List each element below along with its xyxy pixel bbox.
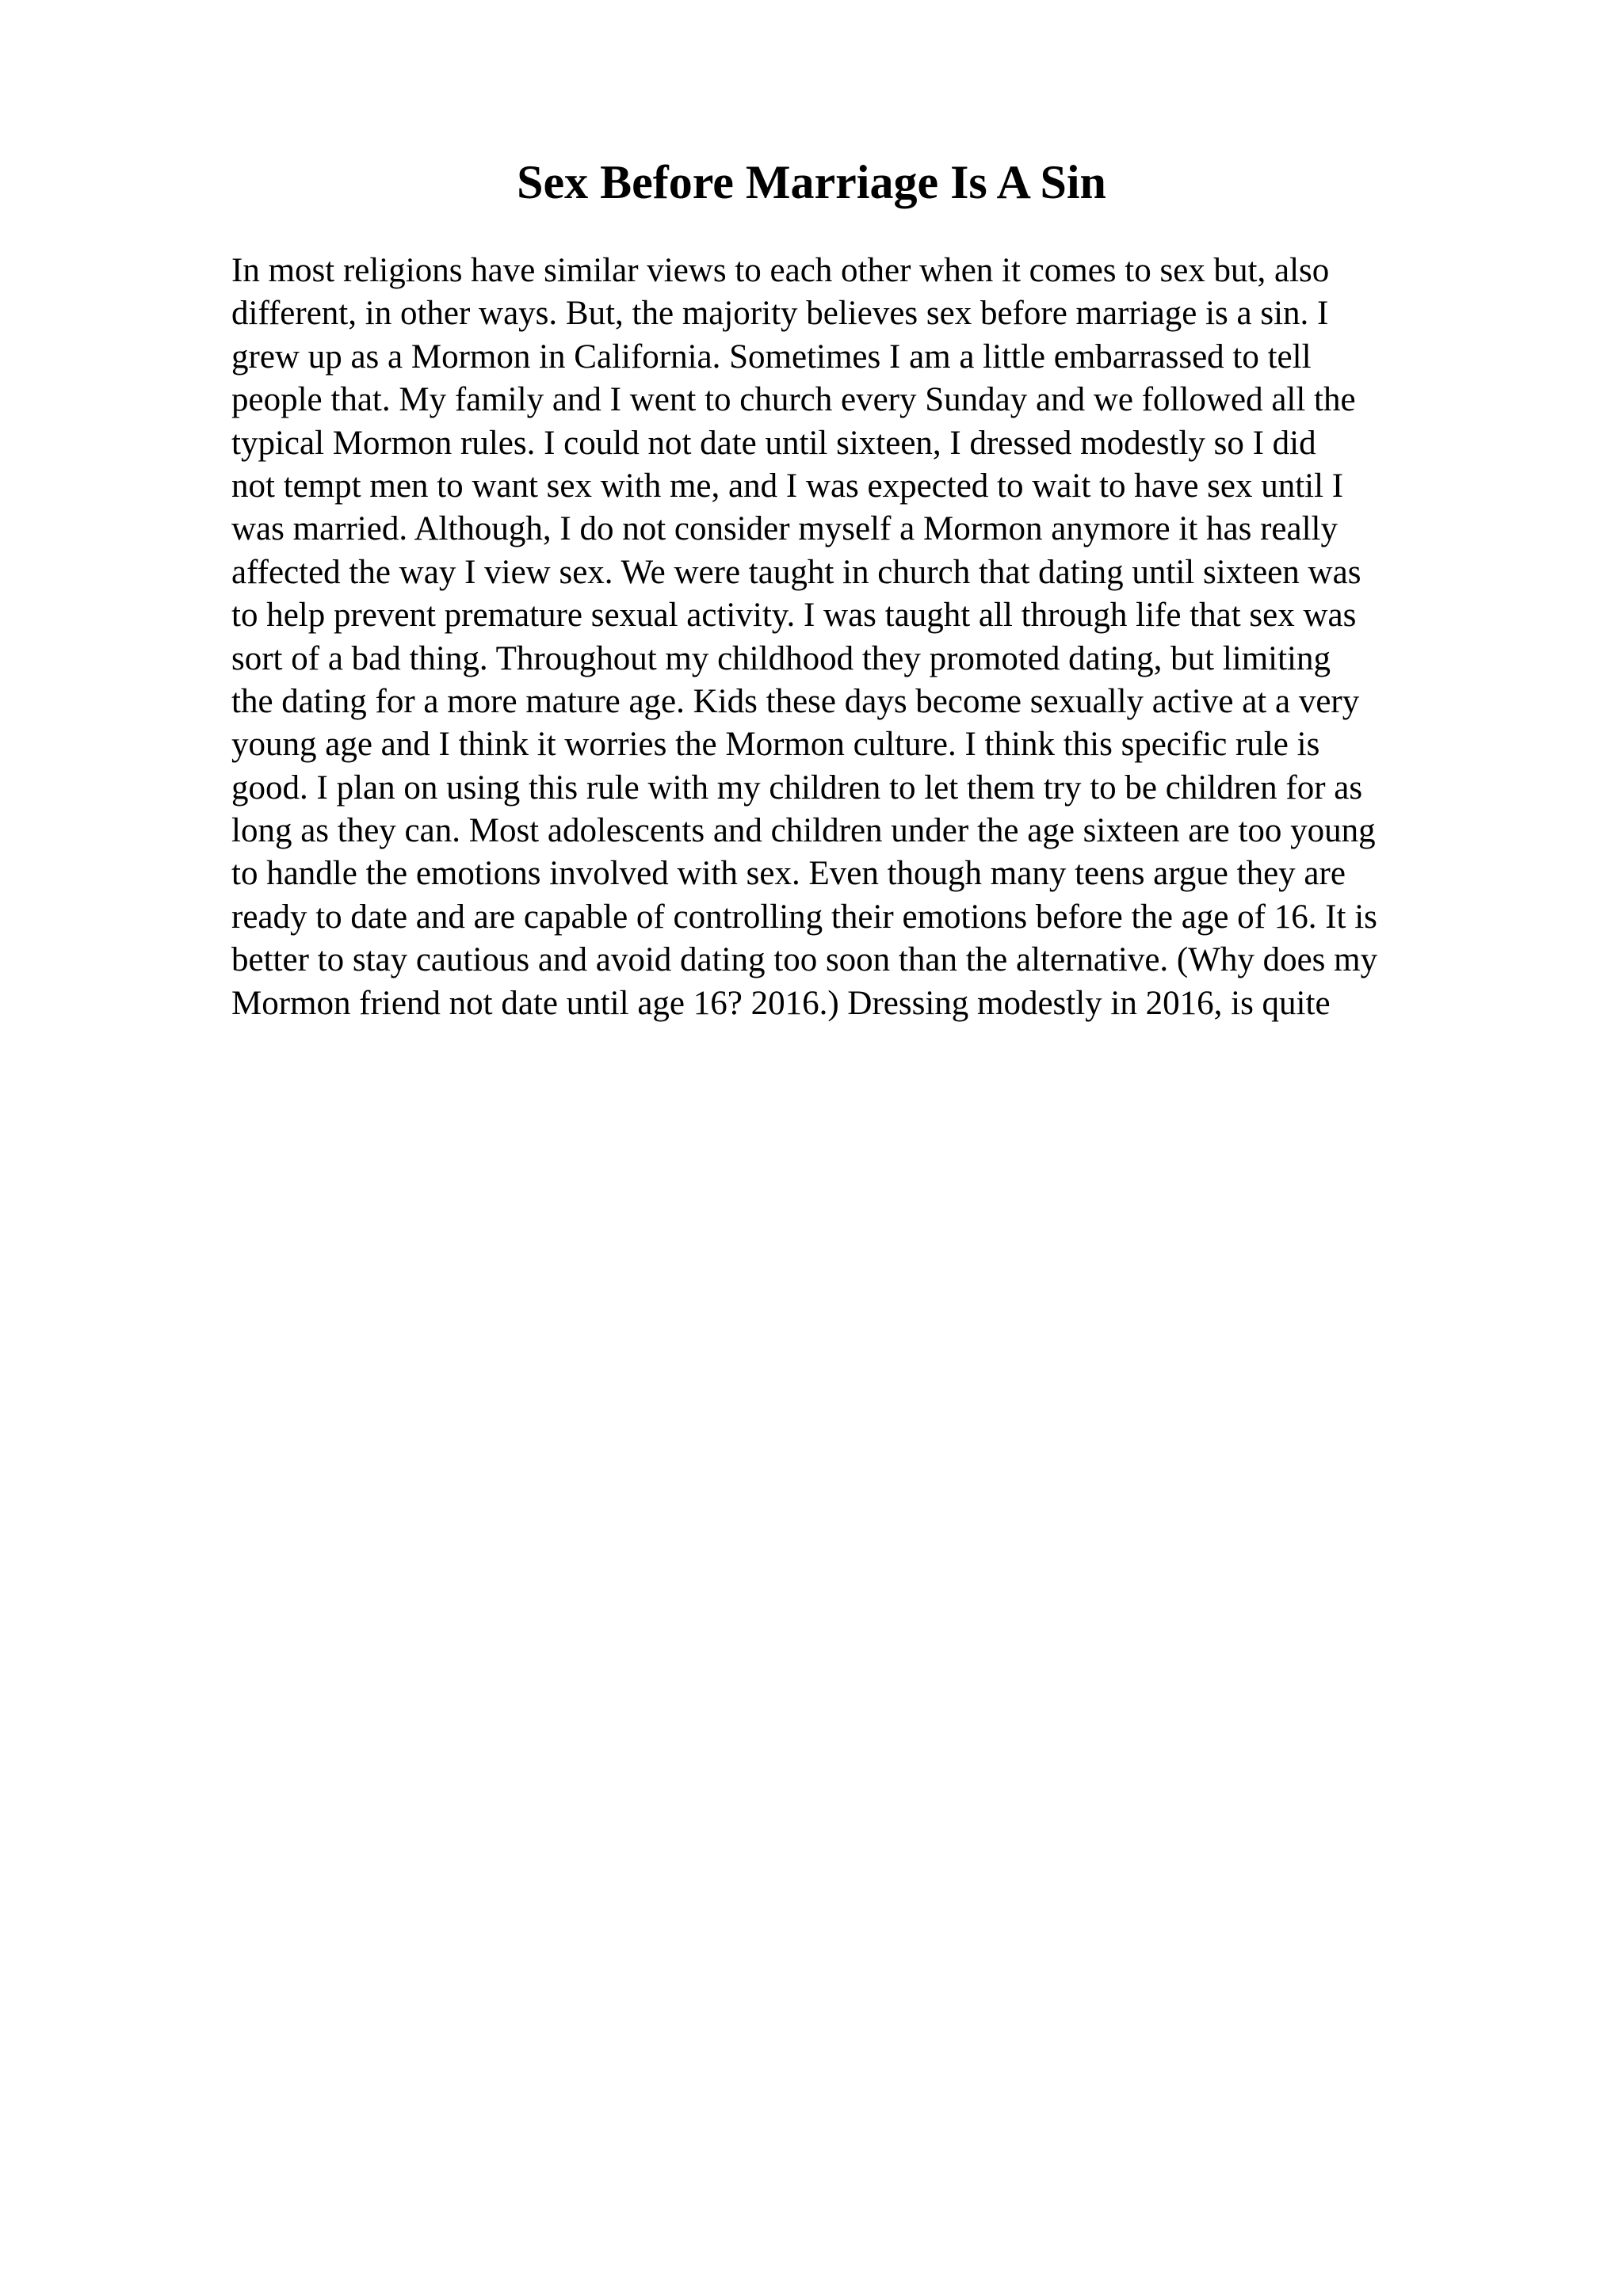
body-line: was married. Although, I do not consider myself a Mormon anymore it has really [231, 510, 1338, 548]
body-line: better to stay cautious and avoid dating too soon than the alternative. (Why does my [231, 941, 1378, 979]
body-line: affected the way I view sex. We were taught in church that dating until sixteen was [231, 553, 1361, 591]
body-line: ready to date and are capable of controlling their emotions before the age of 16. It is [231, 898, 1377, 936]
document-title: Sex Before Marriage Is A Sin [517, 156, 1106, 208]
body-line: typical Mormon rules. I could not date until sixteen, I dressed modestly so I did [231, 424, 1316, 462]
body-line: different, in other ways. But, the majority believes sex before marriage is a sin. I [231, 295, 1329, 333]
body-line: good. I plan on using this rule with my children to let them try to be children for as [231, 769, 1363, 807]
document-body [231, 250, 1499, 1025]
body-line: young age and I think it worries the Mormon culture. I think this specific rule is [231, 726, 1320, 764]
body-line: Mormon friend not date until age 16? 2016.) Dressing modestly in 2016, is quite [231, 984, 1331, 1022]
body-line: people that. My family and I went to church every Sunday and we followed all the [231, 381, 1356, 419]
body-line: not tempt men to want sex with me, and I was expected to wait to have sex until I [231, 467, 1344, 505]
body-line: grew up as a Mormon in California. Sometimes I am a little embarrassed to tell [231, 338, 1312, 376]
body-line: In most religions have similar views to each other when it comes to sex but, also [231, 252, 1330, 289]
body-line: the dating for a more mature age. Kids these days become sexually active at a very [231, 682, 1360, 720]
body-line: to handle the emotions involved with sex. Even though many teens argue they are [231, 855, 1346, 893]
body-line: to help prevent premature sexual activity. I was taught all through life that sex was [231, 597, 1357, 635]
body-line: sort of a bad thing. Throughout my childhood they promoted dating, but limiting [231, 639, 1331, 677]
body-line: long as they can. Most adolescents and children under the age sixteen are too young [231, 812, 1376, 850]
